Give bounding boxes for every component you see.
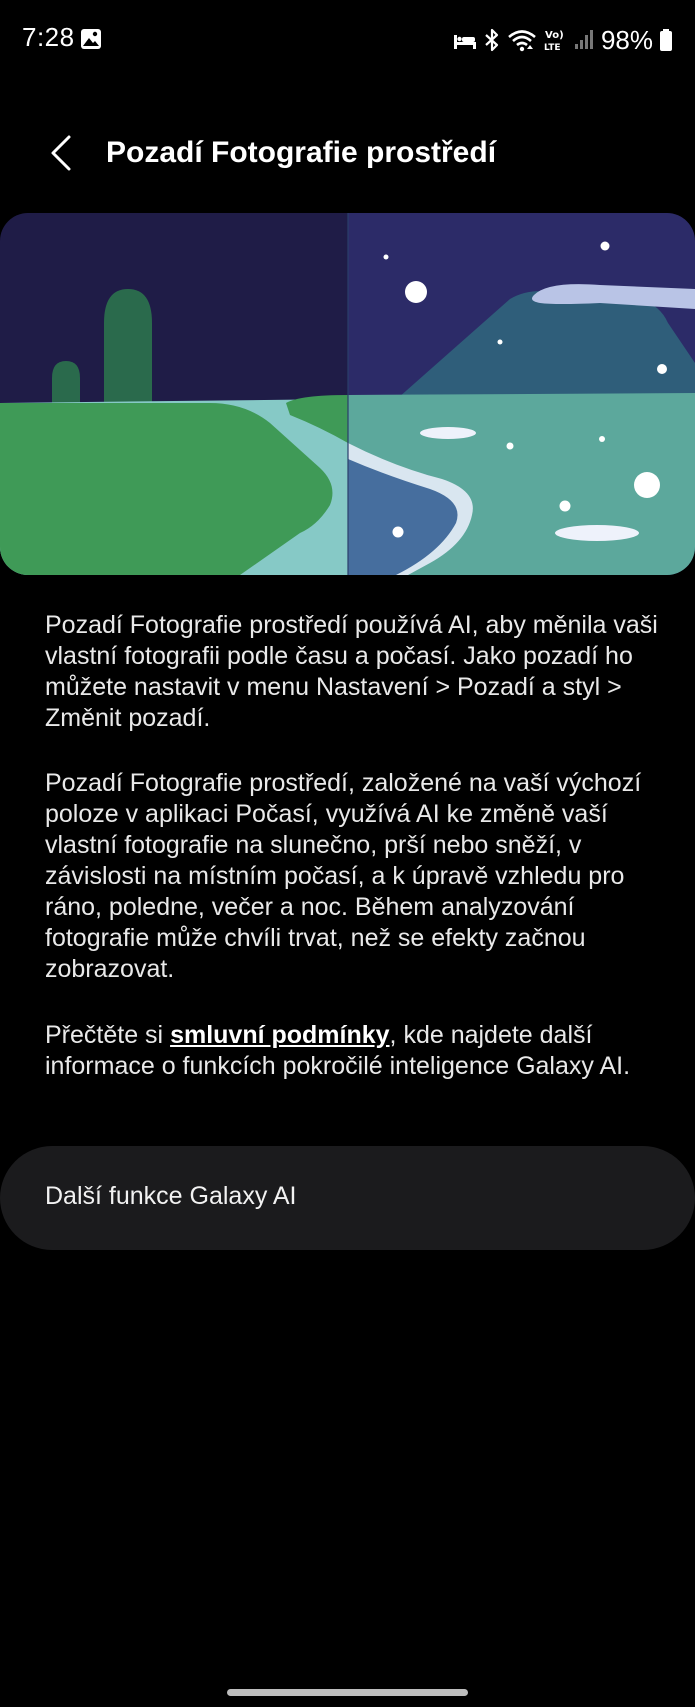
sleep-icon (453, 29, 477, 51)
more-features-label: Další funkce Galaxy AI (45, 1182, 297, 1210)
battery-percentage: 98% (600, 24, 653, 55)
status-time: 7:28 (22, 22, 75, 52)
gallery-icon (80, 28, 102, 50)
wifi-icon (507, 28, 537, 52)
chevron-left-icon (47, 133, 75, 178)
battery-icon (659, 28, 673, 52)
terms-link[interactable]: smluvní podmínky (170, 1021, 390, 1049)
terms-suffix: , kde najdete další informace o funkcích pokročilé inteligence Galaxy AI. (45, 1021, 631, 1080)
description-paragraph-2: Pozadí Fotografie prostředí, založené na vaší výchozí poloze v aplikaci Počasí, využívá AI ke změně vaší vlastní fotografie na slunečno, prší nebo sněží, v závislosti na místním počasí, a k úpravě vzhledu pro ráno, poledne, večer a noc. Během analyzování fotografie může chvíli trvat, než se efekty začnou zobrazovat. (45, 769, 642, 983)
bluetooth-icon (483, 28, 501, 52)
description-paragraph-1: Pozadí Fotografie prostředí používá AI, aby měnila vaši vlastní fotografii podle času a počasí. Jako pozadí ho můžete nastavit v menu Nastavení > Pozadí a styl > Změnit pozadí. (45, 611, 658, 732)
status-bar (0, 0, 695, 80)
signal-icon (573, 29, 595, 51)
terms-paragraph (45, 1020, 665, 1082)
hero-illustration (0, 213, 695, 575)
tree-shape (104, 289, 152, 403)
home-indicator[interactable] (227, 1689, 468, 1696)
back-button[interactable] (36, 130, 86, 180)
terms-prefix: Přečtěte si (45, 1021, 171, 1049)
svg-text:Vo): Vo) (544, 30, 564, 41)
more-galaxy-ai-features-button[interactable] (0, 1146, 695, 1250)
tree-shape (52, 361, 80, 403)
svg-text:LTE: LTE (543, 43, 561, 53)
page-title: Pozadí Fotografie prostředí (106, 136, 497, 169)
app-header (0, 110, 695, 200)
volte-icon (543, 27, 567, 53)
status-icons (453, 22, 673, 58)
